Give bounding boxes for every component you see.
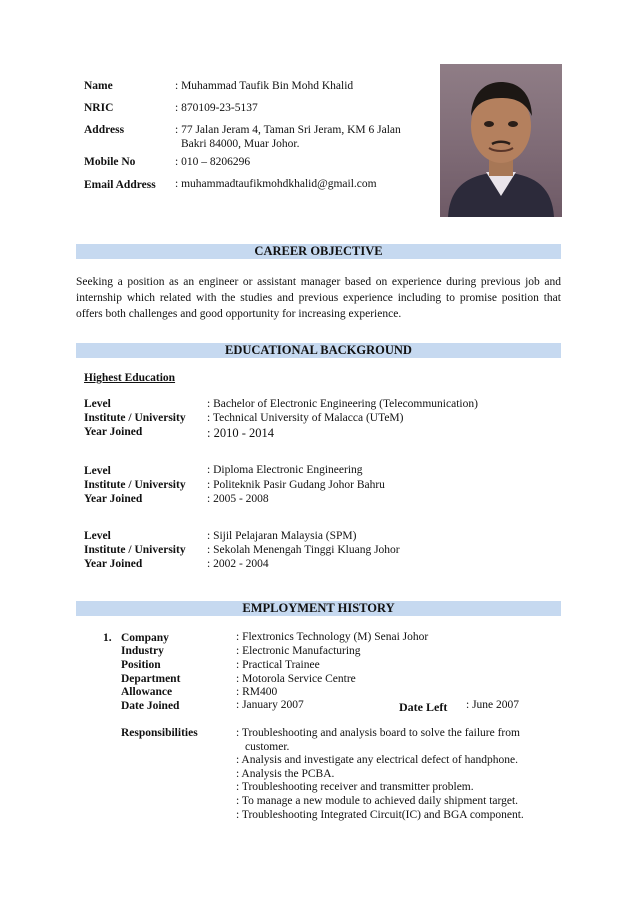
career-objective-text: Seeking a position as an engineer or assistant manager based on experience during previous job and internship which related with the studies and previous experience including to promise position that offers both challenges and good opportunity for increasing experience. (76, 276, 561, 320)
name-label: Name (84, 80, 113, 92)
responsibility-item: : To manage a new module to achieved daily shipment target. (236, 795, 519, 807)
edu2-level-label: Level (84, 465, 111, 477)
responsibility-item: customer. (245, 741, 290, 753)
edu2-year-value: : 2005 - 2008 (207, 493, 269, 505)
edu2-institute-value: : Politeknik Pasir Gudang Johor Bahru (207, 479, 385, 491)
industry-value: : Electronic Manufacturing (236, 645, 361, 657)
mobile-value: : 010 – 8206296 (175, 156, 251, 168)
edu1-year-label: Year Joined (84, 426, 143, 438)
edu3-year-label: Year Joined (84, 558, 143, 570)
responsibility-item: : Analysis the PCBA. (236, 768, 335, 780)
education-heading: EDUCATIONAL BACKGROUND (76, 343, 561, 358)
responsibility-item: : Troubleshooting and analysis board to solve the failure from (236, 727, 520, 739)
address-label: Address (84, 124, 125, 136)
profile-photo (440, 64, 562, 217)
company-label: Company (121, 632, 169, 644)
edu3-year-value: : 2002 - 2004 (207, 558, 269, 570)
nric-label: NRIC (84, 102, 114, 114)
address-value-line2: Bakri 84000, Muar Johor. (181, 138, 300, 150)
responsibility-item: : Troubleshooting Integrated Circuit(IC) and BGA component. (236, 809, 524, 821)
position-label: Position (121, 659, 161, 671)
date-joined-value: : January 2007 (236, 699, 304, 711)
employment-heading: EMPLOYMENT HISTORY (76, 601, 561, 616)
responsibility-item: : Troubleshooting receiver and transmitter problem. (236, 781, 474, 793)
responsibility-item: : Analysis and investigate any electrical defect of handphone. (236, 754, 518, 766)
edu1-level-label: Level (84, 398, 111, 410)
email-label: Email Address (84, 179, 156, 191)
date-left-label: Date Left (399, 700, 448, 714)
edu3-level-value: : Sijil Pelajaran Malaysia (SPM) (207, 530, 357, 542)
company-value: : Flextronics Technology (M) Senai Johor (236, 631, 429, 643)
date-left-value: : June 2007 (466, 699, 520, 711)
portrait-illustration (440, 64, 562, 217)
email-value: : muhammadtaufikmohdkhalid@gmail.com (175, 178, 377, 190)
edu2-year-label: Year Joined (84, 493, 143, 505)
department-label: Department (121, 673, 181, 685)
employment-number: 1. (103, 632, 112, 644)
responsibilities-label: Responsibilities (121, 727, 198, 739)
department-value: : Motorola Service Centre (236, 673, 356, 685)
allowance-value: : RM400 (236, 686, 278, 698)
edu1-institute-value: : Technical University of Malacca (UTeM) (207, 412, 404, 424)
address-value-line1: : 77 Jalan Jeram 4, Taman Sri Jeram, KM 6 Jalan (175, 124, 401, 136)
edu3-institute-label: Institute / University (84, 544, 186, 556)
edu1-level-value: : Bachelor of Electronic Engineering (Telecommunication) (207, 398, 478, 410)
allowance-label: Allowance (121, 686, 173, 698)
edu3-level-label: Level (84, 530, 111, 542)
edu2-institute-label: Institute / University (84, 479, 186, 491)
edu3-institute-value: : Sekolah Menengah Tinggi Kluang Johor (207, 544, 400, 556)
name-value: : Muhammad Taufik Bin Mohd Khalid (175, 80, 354, 92)
highest-education-label: Highest Education (84, 372, 176, 384)
mobile-label: Mobile No (84, 156, 136, 168)
career-objective-heading: CAREER OBJECTIVE (76, 244, 561, 259)
industry-label: Industry (121, 645, 164, 657)
edu2-level-value: : Diploma Electronic Engineering (207, 464, 363, 476)
position-value: : Practical Trainee (236, 659, 320, 671)
edu1-institute-label: Institute / University (84, 412, 186, 424)
date-joined-label: Date Joined (121, 700, 180, 712)
edu1-year-value: : 2010 - 2014 (207, 426, 275, 440)
nric-value: : 870109-23-5137 (175, 102, 258, 114)
